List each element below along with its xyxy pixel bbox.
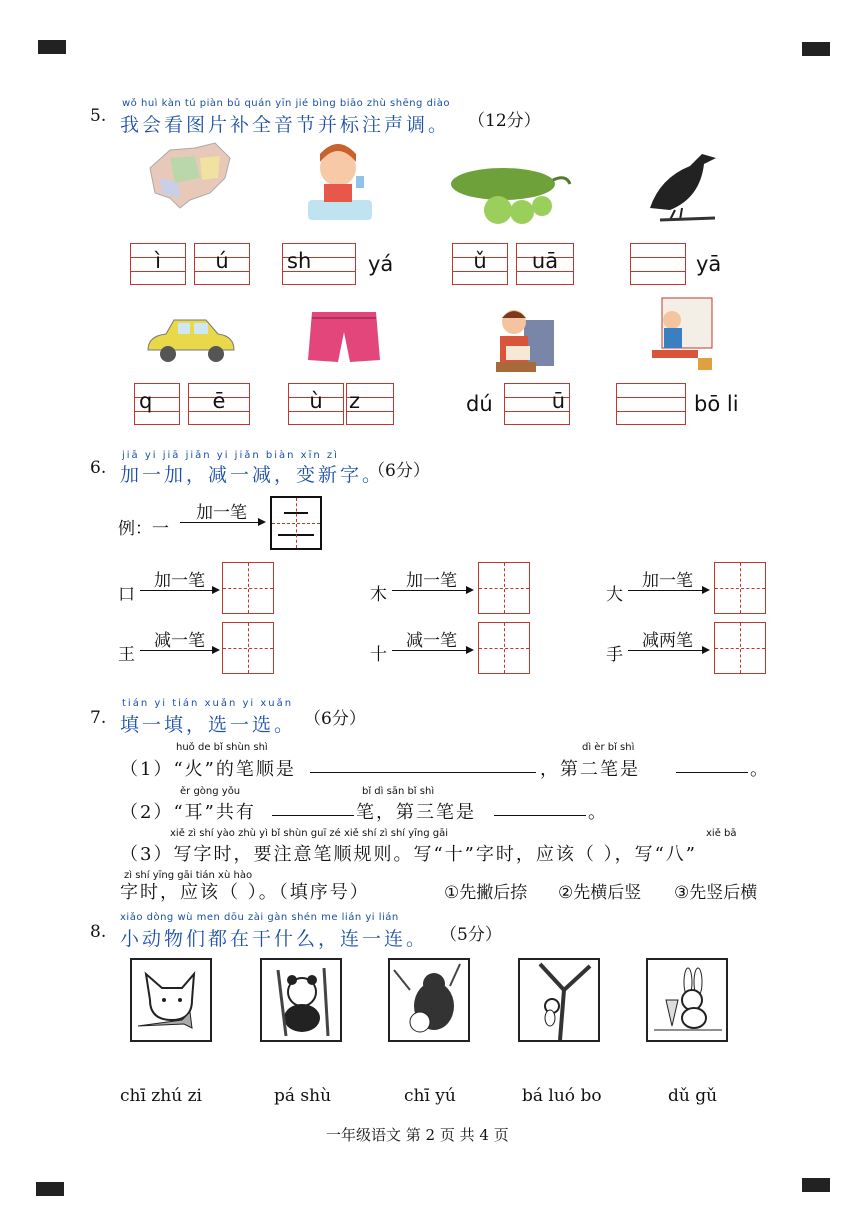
pinyin-box[interactable] [630,243,686,285]
pinyin-text: dú [466,392,493,416]
base-char: 木 [370,585,387,605]
corner-marker [802,42,830,56]
base-char: 王 [118,645,135,665]
arrow [628,590,708,591]
pinyin-text: yā [696,252,722,276]
girl-brushing-teeth-icon [300,140,380,228]
cat-eating-fish-icon [130,958,212,1042]
corner-marker [36,1182,64,1196]
score: （6分） [304,709,366,729]
arrow [392,650,472,651]
monkey-climbing-tree-icon [518,958,600,1042]
pinyin-box[interactable]: ì [130,243,186,285]
base-char: 手 [606,645,623,665]
answer-grid[interactable] [478,622,530,674]
question-title: 填一填，选一选。 [120,714,297,736]
corner-marker [38,40,66,54]
pinyin-box[interactable]: ù [288,383,344,425]
pinyin-box[interactable]: ǔ [452,243,508,285]
pinyin-box[interactable]: q [134,383,180,425]
example-answer-box [270,496,322,550]
sentence: （1）“火”的笔顺是 [120,759,296,780]
pinyin-box[interactable]: ū [504,383,570,425]
base-char: 口 [118,585,135,605]
arrow [140,650,218,651]
line-pinyin: xiě bā [706,828,737,839]
title-pinyin: wǒ huì kàn tú piàn bǔ quán yīn jié bìng biāo zhù shēng diào [122,98,450,109]
base-char: 大 [606,585,623,605]
sentence: （2）“耳”共有 [120,802,256,823]
sentence: 笔，第三笔是 [356,802,476,823]
crow-icon [640,148,720,230]
score: （5分） [440,925,502,945]
score: （12分） [468,111,541,131]
boy-cleaning-window-icon [642,296,718,378]
sentence: 。 [588,802,608,823]
rabbit-pulling-radish-icon [646,958,728,1042]
question-number: 6. [90,458,107,478]
pinyin-box[interactable]: uā [516,243,574,285]
base-char: 十 [370,645,387,665]
answer-grid[interactable] [478,562,530,614]
answer-grid[interactable] [222,622,274,674]
bear-picking-icon [388,958,470,1042]
line-pinyin: ěr gòng yǒu [180,786,241,797]
bitter-melon-icon [448,160,574,230]
arrow [392,590,472,591]
operation: 加一笔 [406,571,457,591]
line-pinyin: bǐ dì sān bǐ shì [362,786,435,797]
line-pinyin: huǒ de bǐ shùn shì [176,742,268,753]
page-footer: 一年级语文 第 2 页 共 4 页 [326,1126,509,1144]
score: （6分） [368,461,430,481]
boy-reading-icon [492,302,558,374]
pinyin-box[interactable]: z [346,383,394,425]
title-pinyin: jiā yi jiā jiǎn yi jiǎn biàn xīn zì [122,450,339,461]
car-icon [140,314,240,366]
pinyin-box[interactable]: ē [188,383,250,425]
china-map-icon [140,138,240,218]
answer-blank[interactable] [676,772,748,773]
arrow [140,590,218,591]
title-pinyin: tián yi tián xuǎn yi xuǎn [122,698,294,709]
shorts-icon [306,308,382,366]
pinyin-box[interactable] [616,383,686,425]
option: ③先竖后横 [674,883,758,903]
pinyin-text: yá [368,252,394,276]
question-title: 加一加，减一减，变新字。 [120,464,385,486]
arrow [628,650,708,651]
question-number: 5. [90,106,107,126]
pinyin-answer[interactable]: bá luó bo [522,1086,602,1106]
question-number: 7. [90,708,107,728]
arrow [180,522,264,523]
line-pinyin: dì èr bǐ shì [582,742,635,753]
pinyin-text: bō li [694,392,739,416]
answer-blank[interactable] [494,815,586,816]
answer-grid[interactable] [222,562,274,614]
sentence: 。 [750,759,770,780]
pinyin-box[interactable]: sh [282,243,356,285]
question-number: 8. [90,922,107,942]
panda-eating-bamboo-icon [260,958,342,1042]
answer-grid[interactable] [714,562,766,614]
example-label: 例：一 [118,519,169,539]
title-pinyin: xiǎo dòng wù men dōu zài gàn shén me lián yi lián [120,912,399,923]
line-pinyin: zì shí yīng gāi tián xù hào [124,870,253,881]
pinyin-box[interactable]: ú [194,243,250,285]
corner-marker [802,1178,830,1192]
answer-grid[interactable] [714,622,766,674]
option: ②先横后竖 [558,883,642,903]
option: ①先撇后捺 [444,883,528,903]
sentence: 字时，应该（ ）。（填序号） [120,882,370,903]
pinyin-answer[interactable]: chī zhú zi [120,1086,202,1106]
pinyin-answer[interactable]: dǔ gǔ [668,1086,718,1106]
operation: 减两笔 [642,631,693,651]
pinyin-answer[interactable]: chī yú [404,1086,456,1106]
operation: 减一笔 [154,631,205,651]
question-title: 我会看图片补全音节并标注声调。 [120,114,451,136]
sentence: （3）写字时，要注意笔顺规则。写“十”字时，应该（ ），写“八” [120,844,697,865]
sentence: ，第二笔是 [540,759,640,780]
answer-blank[interactable] [272,815,354,816]
line-pinyin: xiě zì shí yào zhù yì bǐ shùn guī zé xiě shí zì shí yīng gāi [170,828,449,839]
operation: 加一笔 [642,571,693,591]
question-title: 小动物们都在干什么，连一连。 [120,928,429,950]
operation: 加一笔 [154,571,205,591]
answer-blank[interactable] [310,772,536,773]
example-op: 加一笔 [196,503,247,523]
operation: 减一笔 [406,631,457,651]
pinyin-answer[interactable]: pá shù [274,1086,332,1106]
